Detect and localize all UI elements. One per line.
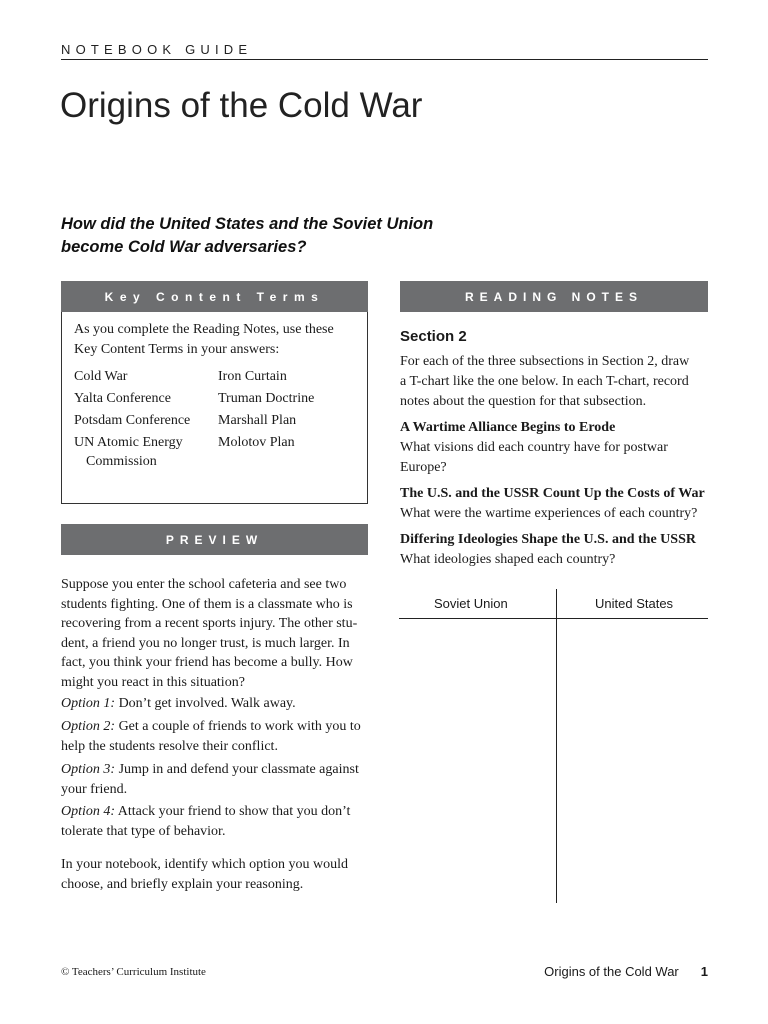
scenario-line: fact, you think your friend has become a bully. How bbox=[61, 655, 353, 670]
key-term-continuation: Commission bbox=[86, 454, 157, 469]
option-label: Option 3: bbox=[61, 762, 116, 777]
option-label: Option 2: bbox=[61, 719, 116, 734]
reading-notes-instructions bbox=[400, 352, 710, 412]
tchart-vertical-line bbox=[556, 589, 557, 903]
essential-question-line-2: become Cold War adversaries? bbox=[61, 238, 307, 256]
preview-closing bbox=[61, 855, 371, 894]
reading-notes-heading: READING NOTES bbox=[400, 281, 708, 312]
key-term: Molotov Plan bbox=[218, 435, 295, 450]
option-line bbox=[61, 802, 371, 822]
option-4 bbox=[61, 802, 371, 841]
tchart-right-header: United States bbox=[595, 596, 674, 611]
subsection-question-line: Europe? bbox=[400, 460, 447, 475]
key-term: Cold War bbox=[74, 369, 128, 384]
key-content-terms-box bbox=[61, 312, 368, 504]
essential-question-line-1: How did the United States and the Soviet Union bbox=[61, 215, 434, 233]
section-title: Section 2 bbox=[400, 328, 467, 345]
footer-chapter bbox=[544, 964, 708, 979]
option-text: Jump in and defend your classmate against bbox=[115, 762, 359, 777]
scenario-line: students fighting. One of them is a classmate who is bbox=[61, 596, 353, 612]
key-terms-intro-line-1: As you complete the Reading Notes, use these bbox=[74, 322, 334, 337]
option-line bbox=[61, 717, 371, 737]
copyright-notice: © Teachers’ Curriculum Institute bbox=[61, 966, 206, 978]
scenario-line: dent, a friend you no longer trust, is much larger. In bbox=[61, 635, 350, 651]
preview-heading: PREVIEW bbox=[61, 524, 368, 555]
key-term: Potsdam Conference bbox=[74, 413, 191, 428]
option-2 bbox=[61, 717, 371, 756]
subsection-3 bbox=[400, 530, 710, 570]
option-text: Don’t get involved. Walk away. bbox=[115, 696, 296, 711]
tchart-left-header: Soviet Union bbox=[434, 596, 508, 611]
closing-line: In your notebook, identify which option you would bbox=[61, 857, 348, 872]
subsection-2 bbox=[400, 484, 715, 524]
scenario-line: recovering from a recent sports injury. The other stu- bbox=[61, 616, 358, 631]
option-3 bbox=[61, 760, 371, 799]
instruction-line: notes about the question for that subsection. bbox=[400, 394, 647, 409]
tchart-horizontal-line bbox=[399, 618, 708, 619]
subsection-question-line: What ideologies shaped each country? bbox=[400, 552, 616, 567]
subsection-title: Differing Ideologies Shape the U.S. and the USSR bbox=[400, 532, 696, 547]
page-number: 1 bbox=[700, 964, 708, 979]
notebook-guide-label: NOTEBOOK GUIDE bbox=[61, 42, 253, 57]
option-text-continuation: tolerate that type of behavior. bbox=[61, 823, 226, 839]
scenario-line: might you react in this situation? bbox=[61, 674, 245, 690]
option-line bbox=[61, 694, 371, 714]
instruction-line: For each of the three subsections in Section 2, draw bbox=[400, 354, 690, 369]
key-content-terms-heading: Key Content Terms bbox=[61, 281, 368, 312]
scenario-line: Suppose you enter the school cafeteria and see two bbox=[61, 577, 347, 592]
option-label: Option 4: bbox=[61, 804, 116, 819]
header-divider bbox=[61, 59, 708, 60]
key-term: Iron Curtain bbox=[218, 369, 287, 384]
option-label: Option 1: bbox=[61, 696, 116, 711]
key-terms-intro-line-2: Key Content Terms in your answers: bbox=[74, 342, 280, 357]
option-text-continuation: help the students resolve their conflict. bbox=[61, 738, 278, 754]
preview-scenario bbox=[61, 575, 371, 692]
key-terms-intro bbox=[74, 320, 359, 360]
subsection-1 bbox=[400, 418, 710, 478]
key-term: Yalta Conference bbox=[74, 391, 171, 406]
page-title: Origins of the Cold War bbox=[60, 86, 423, 125]
key-term: Marshall Plan bbox=[218, 413, 297, 428]
option-line bbox=[61, 760, 371, 780]
instruction-line: a T-chart like the one below. In each T-chart, record bbox=[400, 374, 689, 389]
option-1 bbox=[61, 694, 371, 714]
option-text: Attack your friend to show that you don’t bbox=[115, 804, 351, 819]
subsection-question-line: What were the wartime experiences of each country? bbox=[400, 506, 698, 521]
key-term: Truman Doctrine bbox=[218, 391, 315, 406]
subsection-title: A Wartime Alliance Begins to Erode bbox=[400, 420, 616, 435]
essential-question bbox=[61, 213, 501, 259]
key-term: UN Atomic Energy bbox=[74, 435, 183, 450]
closing-line: choose, and briefly explain your reasoning. bbox=[61, 876, 304, 892]
option-text-continuation: your friend. bbox=[61, 781, 128, 797]
subsection-title: The U.S. and the USSR Count Up the Costs of War bbox=[400, 486, 705, 501]
footer-chapter-title: Origins of the Cold War bbox=[544, 964, 679, 979]
option-text: Get a couple of friends to work with you to bbox=[115, 719, 361, 734]
subsection-question-line: What visions did each country have for postwar bbox=[400, 440, 668, 455]
